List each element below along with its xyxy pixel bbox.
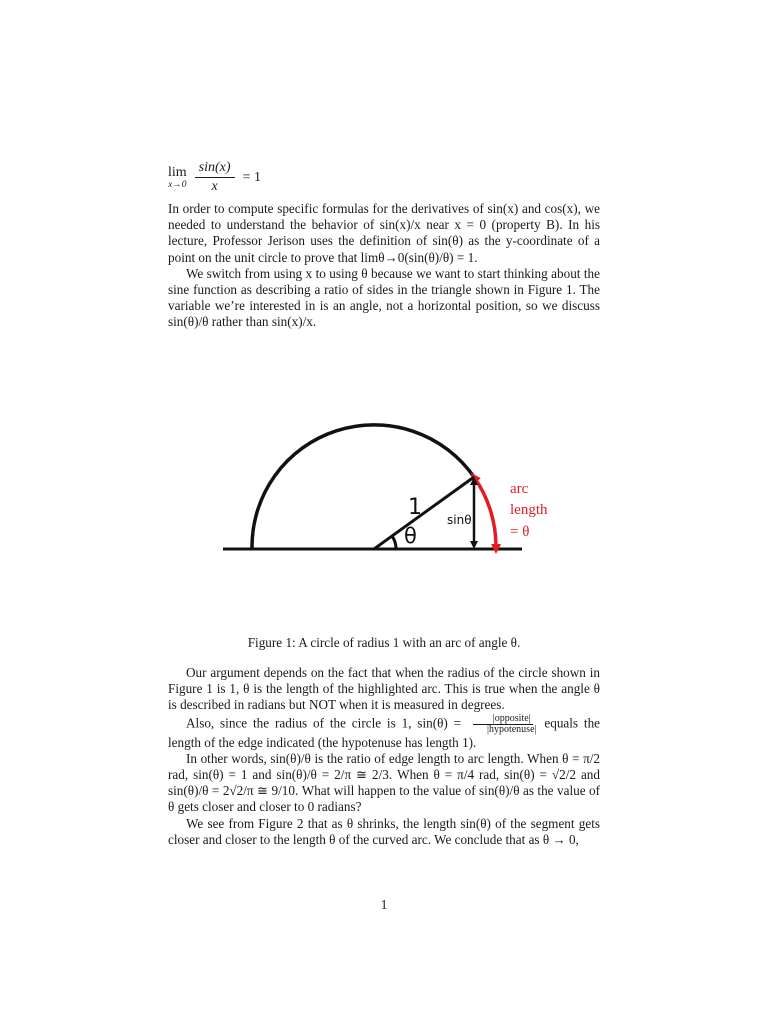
body-paragraph-3: In other words, sin(θ)/θ is the ratio of edge length to arc length. When θ = π/2 rad, sin(θ) = 1 and sin(θ)/θ = 2/π ≅ 2/3. When θ = π/4 rad, sin(θ) = √2/2 and sin(θ)/θ = 2√2/π ≅ 9/10. What will happen to the value of sin(θ)/θ as the value of θ gets closer and closer to 0 radians? bbox=[168, 750, 600, 815]
body-text bbox=[168, 665, 600, 848]
page-number: 1 bbox=[380, 897, 388, 912]
sin-label: sinθ bbox=[447, 513, 472, 527]
opposite-over-hypotenuse bbox=[469, 714, 537, 735]
limit-fraction bbox=[195, 160, 235, 195]
lim-word: lim bbox=[168, 164, 187, 180]
fraction-numerator: sin(x) bbox=[195, 160, 235, 178]
arc-label-line-2: length bbox=[510, 502, 548, 518]
intro-text bbox=[168, 201, 600, 331]
body-paragraph-2 bbox=[168, 714, 600, 751]
radius-label: 1 bbox=[408, 495, 422, 520]
intro-paragraph-2: We switch from using x to using θ because we want to start thinking about the sine function as describing a ratio of sides in the triangle shown in Figure 1. The variable we’re interested in is an angle, not a horizontal position, so we discuss sin(θ)/θ rather than sin(x)/x. bbox=[168, 265, 600, 330]
fraction-denominator: x bbox=[211, 179, 218, 194]
paragraph-2-start: Also, since the radius of the circle is 1, sin(θ) = bbox=[186, 715, 462, 731]
body-paragraph-1: Our argument depends on the fact that when the radius of the circle shown in Figure 1 is 1, θ is the length of the highlighted arc. This is true when the angle θ is described in radians but NOT when it is measured in degrees. bbox=[168, 665, 600, 713]
circle-arc bbox=[252, 425, 474, 549]
arc-label-line-3: = θ bbox=[510, 524, 530, 540]
angle-arc bbox=[392, 536, 396, 549]
angle-label: θ bbox=[404, 524, 417, 548]
limit-operator bbox=[168, 166, 187, 190]
highlighted-arc bbox=[474, 477, 496, 549]
arc-label-line-1: arc bbox=[510, 481, 529, 497]
intro-paragraph-1: In order to compute specific formulas for the derivatives of sin(x) and cos(x), we needed to understand the behavior of sin(x)/x near x = 0 (property B). In his lecture, Professor Jerison uses the definition of sin(θ) as the y-coordinate of a point on the unit circle to prove that limθ→0(sin(θ)/θ) = 1. bbox=[168, 201, 600, 265]
paragraph-2-end: equals the length of the edge indicated (the hypotenuse has length 1). bbox=[168, 715, 601, 750]
lim-subscript: x→0 bbox=[168, 179, 187, 190]
equation-rhs: = 1 bbox=[242, 169, 261, 185]
hypotenuse-term: |hypotenuse| bbox=[486, 723, 537, 735]
opposite-term: |opposite| bbox=[473, 714, 533, 725]
limit-equation bbox=[168, 160, 261, 195]
unit-circle-figure bbox=[215, 398, 560, 568]
figure-caption: Figure 1: A circle of radius 1 with an arc of angle θ. bbox=[247, 635, 521, 650]
body-paragraph-4: We see from Figure 2 that as θ shrinks, the length sin(θ) of the segment gets closer and closer to the length θ of the curved arc. We conclude that as θ → 0, bbox=[168, 815, 600, 847]
